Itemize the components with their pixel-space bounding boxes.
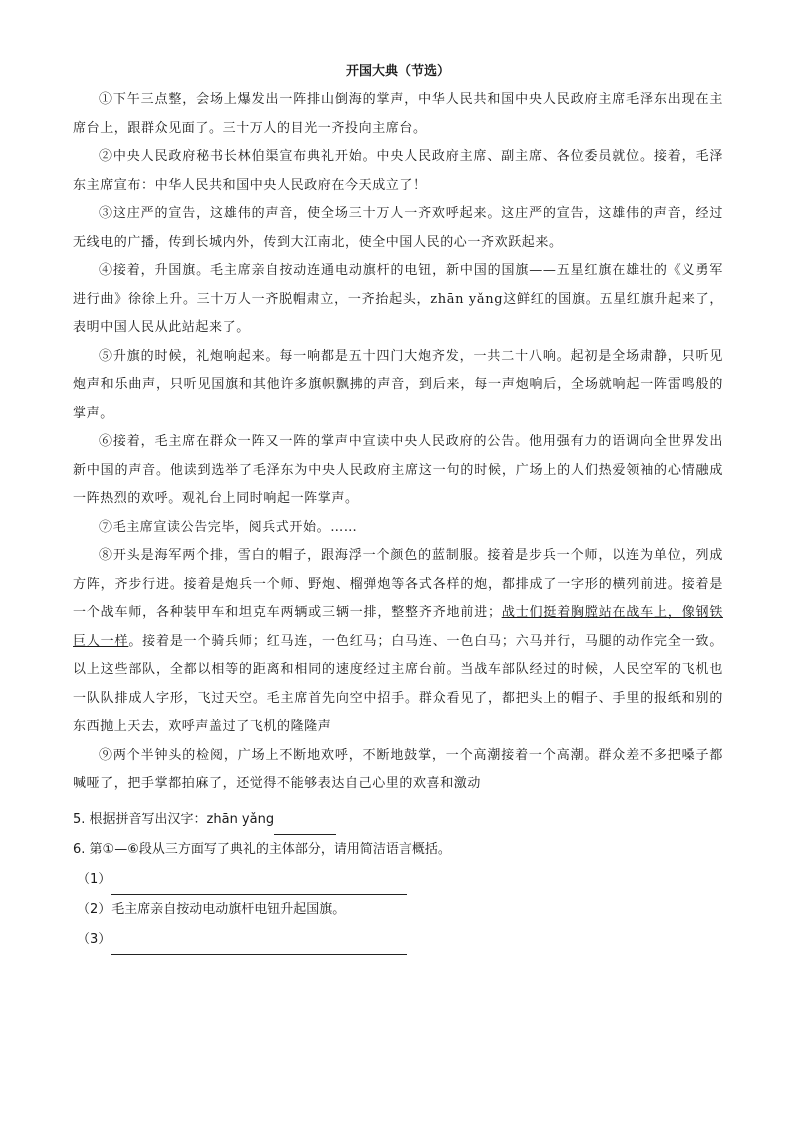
question-5 [73, 805, 723, 835]
answer-blank-6-3[interactable] [111, 936, 407, 955]
question-6-1 [73, 865, 723, 895]
paragraph-4: ④接着，升国旗。毛主席亲自按动连通电动旗杆的电钮，新中国的国旗——五星红旗在雄壮的《义勇军进行曲》徐徐上升。三十万人一齐脱帽肃立，一齐抬起头，zhān yǎng这鲜红的国旗。五星红旗升起来了，表明中国人民从此站起来了。 [73, 263, 723, 335]
answer-blank-5[interactable] [274, 816, 336, 835]
question-6-3-label: （3） [77, 931, 112, 947]
paragraph-2: ②中央人民政府秘书长林伯渠宣布典礼开始。中央人民政府主席、副主席、各位委员就位。接着，毛泽东主席宣布：中华人民共和国中央人民政府在今天成立了！ [73, 149, 723, 193]
paragraph-8-underlined: 战士们挺着胸膛站在战车上，像钢铁巨人一样 [73, 605, 723, 649]
paragraph-8-after: 。接着是一个骑兵师；红马连，一色红马；白马连、一色白马；六马并行，马腿的动作完全一致。以上这些部队，全都以相等的距离和相同的速度经过主席台前。当战车部队经过的时候，人民空军的飞机也一队队排成人字形，飞过天空。毛主席首先向空中招手。群众看见了，都把头上的帽子、手里的报纸和别的东西抛上天去，欢呼声盖过了飞机的隆隆声 [73, 633, 723, 734]
paragraph-3: ③这庄严的宣告，这雄伟的声音，使全场三十万人一齐欢呼起来。这庄严的宣告，这雄伟的声音，经过无线电的广播，传到长城内外，传到大江南北，使全中国人民的心一齐欢跃起来。 [73, 206, 723, 250]
questions-section [73, 805, 723, 955]
question-5-text: 5. 根据拼音写出汉字：zhān yǎng [73, 811, 275, 827]
article-title: 开国大典（节选） [345, 64, 450, 79]
document-page [73, 62, 723, 955]
question-6-2: （2）毛主席亲自按动电动旗杆电钮升起国旗。 [77, 901, 346, 917]
paragraph-9: ⑨两个半钟头的检阅，广场上不断地欢呼，不断地鼓掌，一个高潮接着一个高潮。群众差不多把嗓子都喊哑了，把手掌都拍麻了，还觉得不能够表达自己心里的欢喜和激动 [73, 747, 723, 791]
answer-blank-6-1[interactable] [111, 876, 407, 895]
paragraph-5: ⑤升旗的时候，礼炮响起来。每一响都是五十四门大炮齐发，一共二十八响。起初是全场肃静，只听见炮声和乐曲声，只听见国旗和其他许多旗帜飘拂的声音，到后来，每一声炮响后，全场就响起一阵雷鸣般的掌声。 [73, 348, 723, 421]
paragraph-7: ⑦毛主席宣读公告完毕，阅兵式开始。…… [99, 519, 358, 535]
paragraph-1: ①下午三点整，会场上爆发出一阵排山倒海的掌声，中华人民共和国中央人民政府主席毛泽东出现在主席台上，跟群众见面了。三十万人的目光一齐投向主席台。 [73, 92, 723, 136]
question-6-1-label: （1） [77, 871, 112, 887]
paragraph-8-before: ⑧开头是海军两个排，雪白的帽子，跟海浮一个颜色的蓝制服。接着是步兵一个师，以连为单位，列成方阵，齐步行进。接着是炮兵一个师、野炮、榴弹炮等各式各样的炮，都排成了一字形的横列前进。接着是一个战车师，各种装甲车和坦克车两辆或三辆一排，整整齐齐地前进； [73, 548, 723, 620]
paragraph-6: ⑥接着，毛主席在群众一阵又一阵的掌声中宣读中央人民政府的公告。他用强有力的语调向全世界发出新中国的声音。他读到选举了毛泽东为中央人民政府主席这一句的时候，广场上的人们热爱领袖的心情融成一阵热烈的欢呼。观礼台上同时响起一阵掌声。 [73, 434, 723, 506]
question-6: 6. 第①—⑥段从三方面写了典礼的主体部分，请用简洁语言概括。 [73, 841, 451, 857]
question-6-3 [73, 925, 723, 955]
paragraph-8 [73, 542, 723, 742]
